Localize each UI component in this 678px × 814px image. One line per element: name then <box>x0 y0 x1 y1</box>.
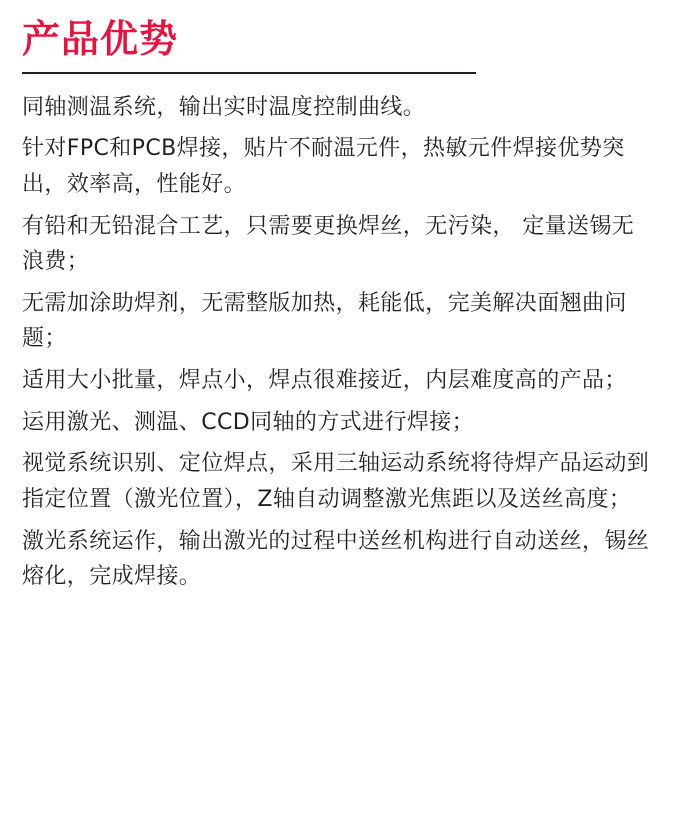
title-divider <box>22 72 476 74</box>
page-title: 产品优势 <box>22 17 179 61</box>
paragraph: 同轴测温系统，输出实时温度控制曲线。 <box>22 94 426 120</box>
paragraph: 激光系统运作，输出激光的过程中送丝机构进行自动送丝，锡丝熔化，完成焊接。 <box>22 528 650 590</box>
paragraph: 无需加涂助焊剂，无需整版加热，耗能低，完美解决面翘曲问题； <box>22 290 627 352</box>
paragraph: 适用大小批量，焊点小，焊点很难接近，内层难度高的产品； <box>22 368 627 394</box>
advantages-list <box>22 90 656 595</box>
paragraph: 有铅和无铅混合工艺，只需要更换焊丝，无污染， 定量送锡无浪费； <box>22 213 635 275</box>
paragraph: 针对FPC和PCB焊接，贴片不耐温元件，热敏元件焊接优势突出，效率高，性能好。 <box>22 136 625 197</box>
paragraph: 视觉系统识别、定位焊点，采用三轴运动系统将待焊产品运动到指定位置（激光位置），Z轴自动调整激光焦距以及送丝高度； <box>22 451 650 512</box>
paragraph: 运用激光、测温、CCD同轴的方式进行焊接； <box>22 409 475 435</box>
